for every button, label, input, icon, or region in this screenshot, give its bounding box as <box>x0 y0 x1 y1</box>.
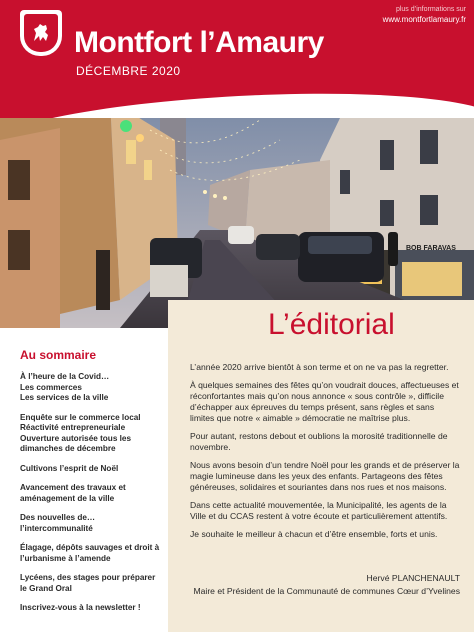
summary-line: Ouverture autorisée tous les dimanches de décembre <box>20 433 132 453</box>
summary-line: Des nouvelles de… l’intercommunalité <box>20 513 96 533</box>
editorial-body <box>190 362 460 547</box>
table-of-contents <box>20 348 162 623</box>
summary-item-noel[interactable] <box>20 464 162 475</box>
summary-line: Lycéens, des stages pour préparer le Grand Oral <box>20 573 156 593</box>
issue-date: DÉCEMBRE 2020 <box>76 64 181 78</box>
summary-line: À l’heure de la Covid… <box>20 372 110 381</box>
editorial-paragraph: Nous avons besoin d’un tendre Noël pour les grands et de préserver la magie lumineuse dans les yeux des enfants. Partageons des fêtes généreuses, solidaires et souriantes dans nos rues et nos maisons. <box>190 460 460 492</box>
signature-role: Maire et Président de la Communauté de communes Cœur d’Yvelines <box>193 586 460 596</box>
summary-title: Au sommaire <box>20 348 97 362</box>
summary-line: Cultivons l’esprit de Noël <box>20 463 119 473</box>
site-title: Montfort l’Amaury <box>74 26 324 59</box>
summary-item-covid[interactable] <box>20 372 162 404</box>
summary-line: Réactivité entrepreneuriale <box>20 423 126 432</box>
editorial-paragraph: L’année 2020 arrive bientôt à son terme et on ne va pas la regretter. <box>190 362 449 372</box>
summary-item-lyceens[interactable] <box>20 573 162 594</box>
lion-icon <box>29 21 53 45</box>
editorial-panel <box>168 300 474 632</box>
editorial-paragraph: Dans cette actualité mouvementée, la Municipalité, les agents de la Ville et du CCAS restent à votre écoute et particulièrement attentifs. <box>190 500 448 521</box>
editorial-paragraph: Pour autant, restons debout et oublions la morosité traditionnelle de novembre. <box>190 431 448 452</box>
summary-line: Les services de la ville <box>20 393 109 402</box>
summary-item-travaux[interactable] <box>20 483 162 504</box>
editorial-signature <box>193 572 460 598</box>
summary-line: Inscrivez-vous à la newsletter ! <box>20 603 141 612</box>
editorial-paragraph: Je souhaite le meilleur à chacun et d’être ensemble, forts et unis. <box>190 529 438 539</box>
summary-line: Les commerces <box>20 382 82 392</box>
street-photo <box>0 100 474 328</box>
summary-item-intercommunalite[interactable] <box>20 513 162 534</box>
shop-sign: BOB FARAVAS <box>406 245 456 252</box>
website-link[interactable]: www.montfortlamaury.fr <box>382 15 466 24</box>
summary-line: Élagage, dépôts sauvages et droit à l’urbanisme à l’amende <box>20 543 160 563</box>
summary-item-elagage[interactable] <box>20 543 162 564</box>
summary-item-newsletter[interactable] <box>20 603 162 614</box>
signature-name: Hervé PLANCHENAULT <box>366 573 460 583</box>
summary-line: Enquête sur le commerce local <box>20 412 141 422</box>
summary-item-commerce[interactable] <box>20 413 162 455</box>
info-label: plus d’informations sur <box>395 6 466 13</box>
editorial-paragraph: À quelques semaines des fêtes qu’on voudrait douces, affectueuses et réconfortantes mais qu’on nous annonce « sous contrôle », difficile d’échapper aux épreuves du temps présent, sans règles et sans limites que notre « aimable » démocratie ne maîtrise plus. <box>190 380 459 423</box>
editorial-title: L’éditorial <box>268 308 395 341</box>
summary-line: Avancement des travaux et aménagement de la ville <box>20 483 126 503</box>
header-wave <box>0 82 474 118</box>
city-crest-logo[interactable] <box>20 10 62 56</box>
